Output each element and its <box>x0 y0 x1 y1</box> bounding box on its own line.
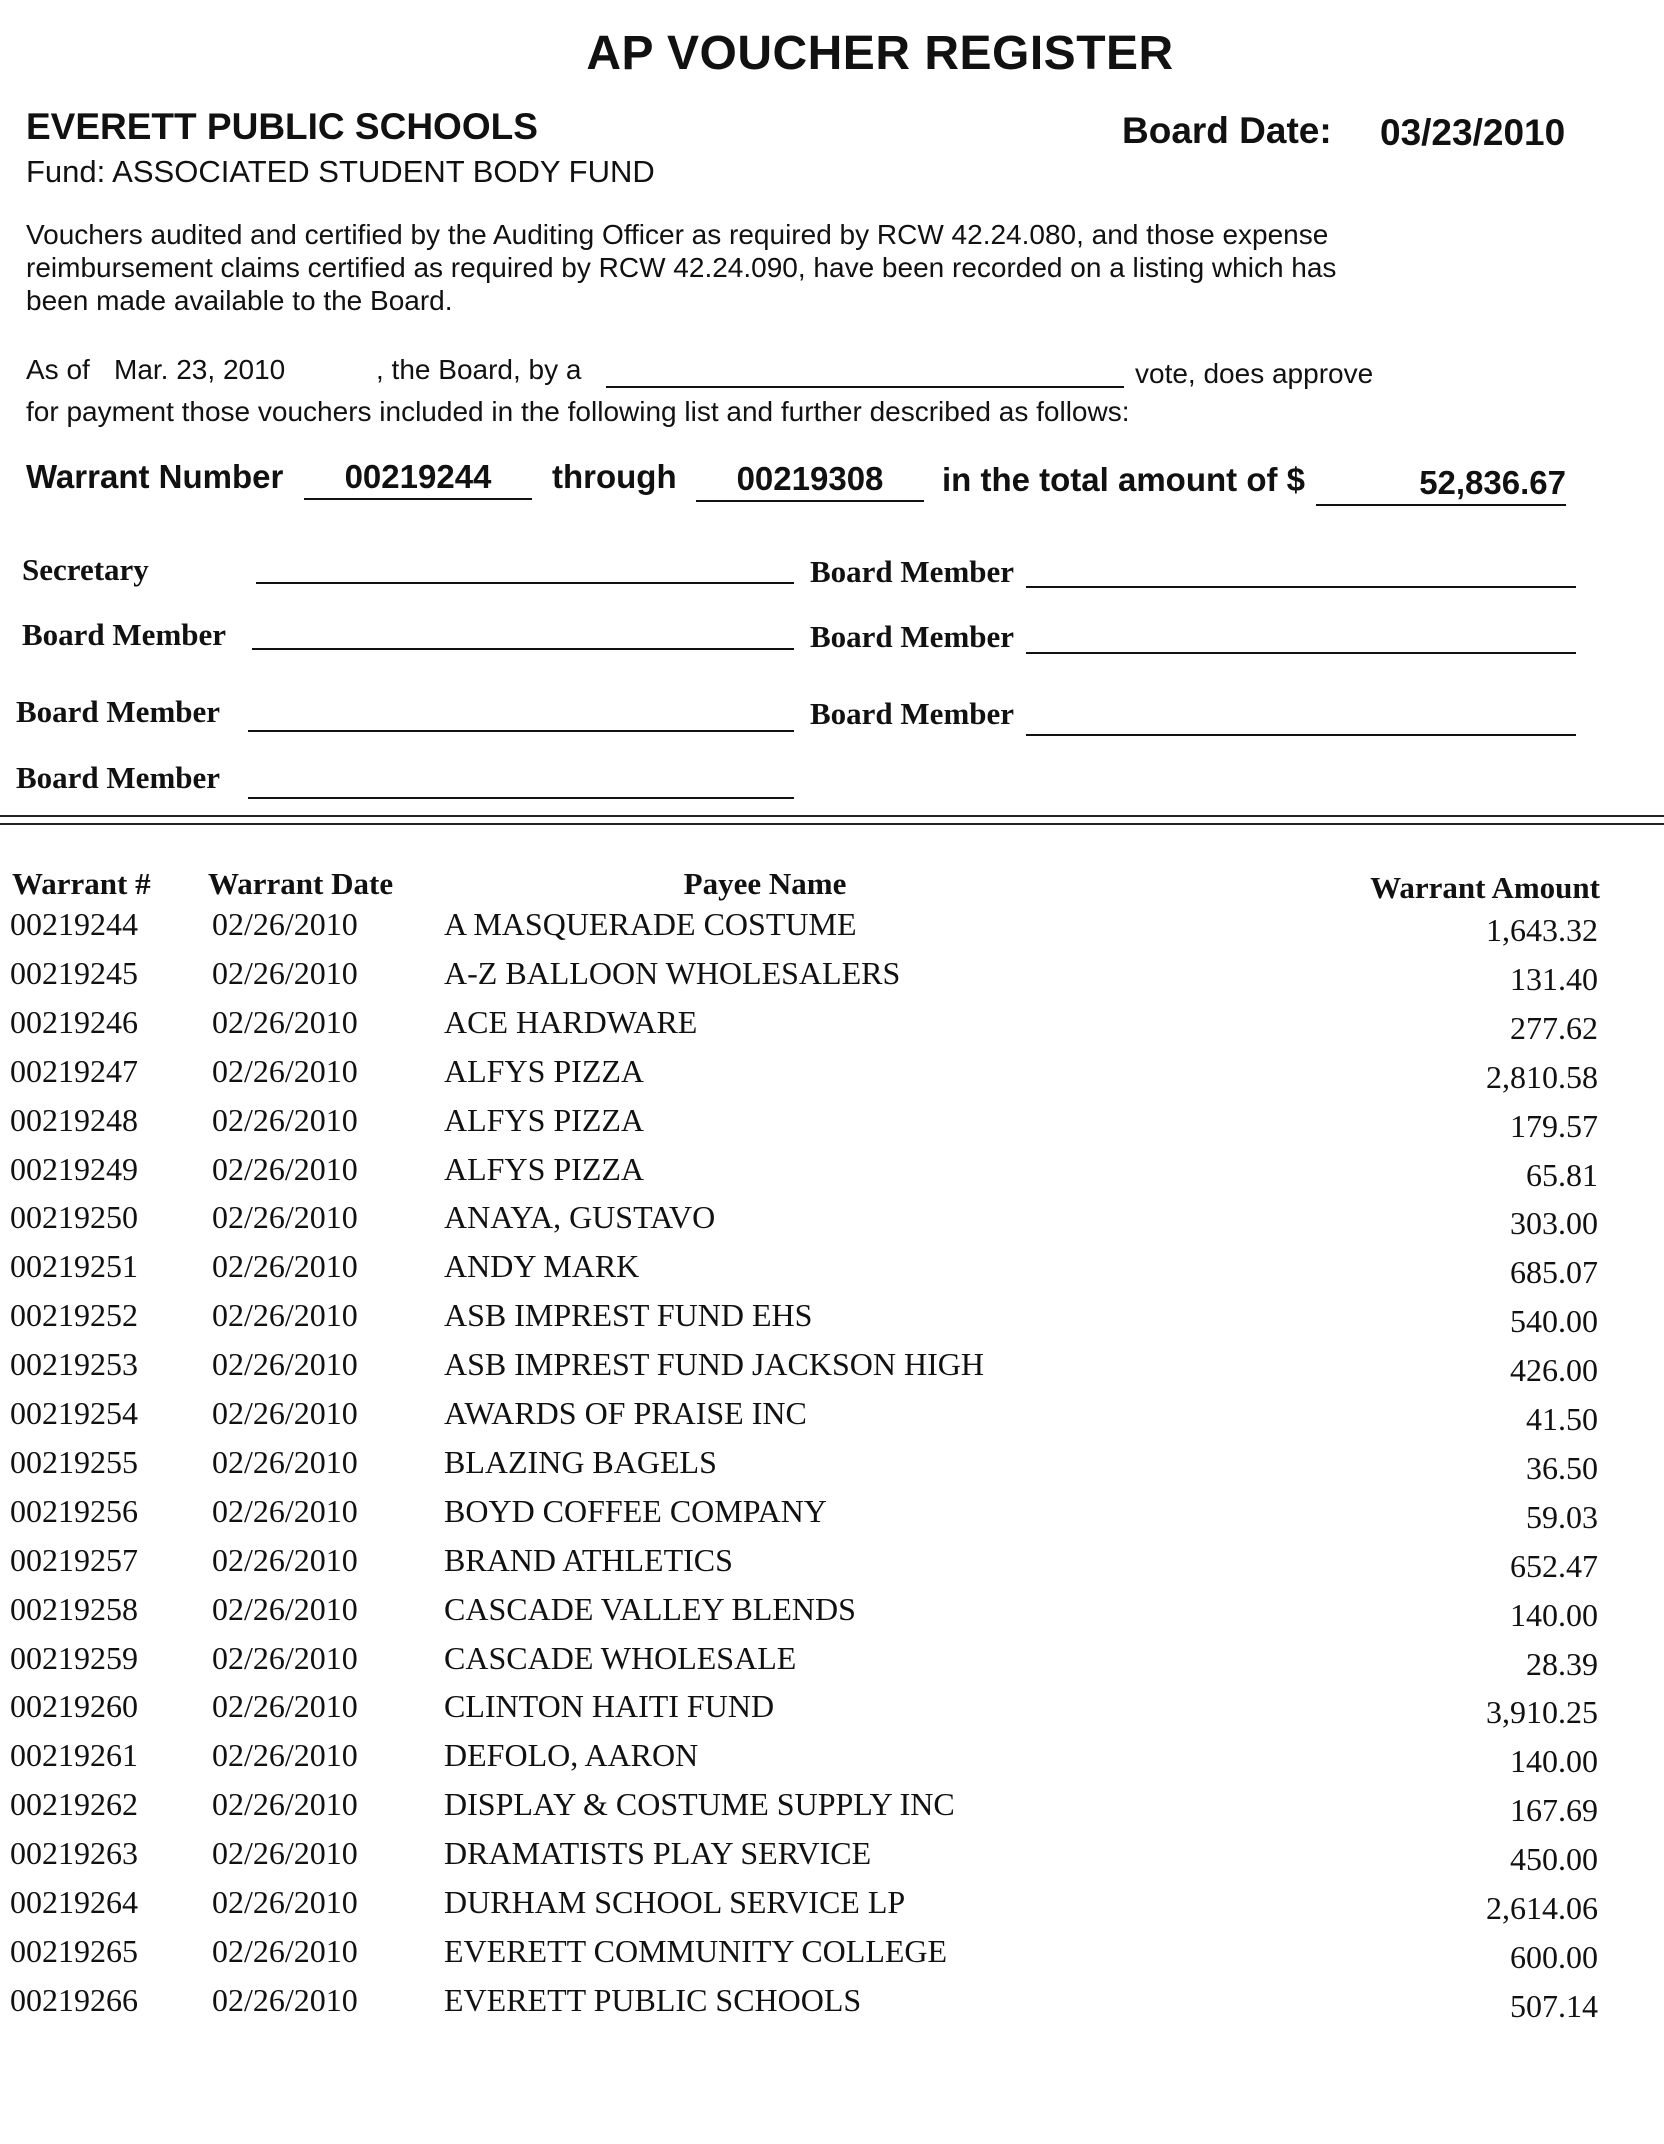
column-header-warrant-number: Warrant # <box>12 866 151 901</box>
payee-name-cell: BLAZING BAGELS <box>444 1444 717 1480</box>
warrant-date-cell: 02/26/2010 <box>212 1395 358 1431</box>
board-member-label: Board Member <box>16 694 221 729</box>
table-row <box>0 1395 1664 1439</box>
payee-name-cell: ACE HARDWARE <box>444 1004 698 1040</box>
warrant-amount-cell: 36.50 <box>1526 1450 1598 1486</box>
secretary-label: Secretary <box>22 552 149 587</box>
warrant-amount-cell: 652.47 <box>1510 1548 1598 1584</box>
warrant-number-cell: 00219258 <box>10 1591 138 1627</box>
table-row <box>0 1102 1664 1146</box>
warrant-date-cell: 02/26/2010 <box>212 1151 358 1187</box>
warrant-date-cell: 02/26/2010 <box>212 1835 358 1871</box>
warrant-date-cell: 02/26/2010 <box>212 1786 358 1822</box>
warrant-date-cell: 02/26/2010 <box>212 1199 358 1235</box>
fund-line: Fund: ASSOCIATED STUDENT BODY FUND <box>26 154 655 189</box>
table-row <box>0 1297 1664 1341</box>
payee-name-cell: ALFYS PIZZA <box>444 1151 645 1187</box>
warrant-amount-cell: 41.50 <box>1526 1401 1598 1437</box>
warrant-number-cell: 00219249 <box>10 1151 138 1187</box>
warrant-amount-cell: 600.00 <box>1510 1939 1598 1975</box>
warrant-from-number: 00219244 <box>304 458 532 500</box>
warrant-number-cell: 00219255 <box>10 1444 138 1480</box>
board-date-label: Board Date: <box>1122 110 1332 151</box>
warrant-date-cell: 02/26/2010 <box>212 1982 358 2018</box>
payee-name-cell: AWARDS OF PRAISE INC <box>444 1395 807 1431</box>
payee-name-cell: CASCADE WHOLESALE <box>444 1640 797 1676</box>
warrant-amount-cell: 277.62 <box>1510 1010 1598 1046</box>
warrant-number-cell: 00219265 <box>10 1933 138 1969</box>
total-amount-label: in the total amount of $ <box>942 461 1305 498</box>
warrant-number-cell: 00219256 <box>10 1493 138 1529</box>
board-member-label: Board Member <box>16 760 221 795</box>
board-date-value: 03/23/2010 <box>1380 112 1566 153</box>
table-row <box>0 1933 1664 1977</box>
warrant-amount-cell: 540.00 <box>1510 1303 1598 1339</box>
warrant-amount-cell: 507.14 <box>1510 1988 1598 2024</box>
payee-name-cell: ALFYS PIZZA <box>444 1102 645 1138</box>
warrant-date-cell: 02/26/2010 <box>212 1248 358 1284</box>
secretary-signature-line[interactable] <box>256 582 794 584</box>
warrant-amount-cell: 1,643.32 <box>1486 912 1598 948</box>
warrant-number-cell: 00219254 <box>10 1395 138 1431</box>
divider <box>0 823 1664 825</box>
table-row <box>0 1346 1664 1390</box>
warrant-date-cell: 02/26/2010 <box>212 1884 358 1920</box>
table-row <box>0 1884 1664 1928</box>
warrant-amount-cell: 167.69 <box>1510 1792 1598 1828</box>
warrant-number-cell: 00219257 <box>10 1542 138 1578</box>
warrant-number-cell: 00219259 <box>10 1640 138 1676</box>
warrant-amount-cell: 140.00 <box>1510 1743 1598 1779</box>
board-member-signature-line[interactable] <box>248 797 794 799</box>
table-row <box>0 1199 1664 1243</box>
payment-line: for payment those vouchers included in the following list and further described as follows: <box>26 396 1130 427</box>
through-label: through <box>552 458 677 495</box>
payee-name-cell: ALFYS PIZZA <box>444 1053 645 1089</box>
warrant-date-cell: 02/26/2010 <box>212 1688 358 1724</box>
payee-name-cell: DRAMATISTS PLAY SERVICE <box>444 1835 872 1871</box>
warrant-amount-cell: 59.03 <box>1526 1499 1598 1535</box>
payee-name-cell: ANDY MARK <box>444 1248 640 1284</box>
warrant-date-cell: 02/26/2010 <box>212 1493 358 1529</box>
column-header-warrant-date: Warrant Date <box>208 866 394 901</box>
payee-name-cell: ANAYA, GUSTAVO <box>444 1199 716 1235</box>
payee-name-cell: DURHAM SCHOOL SERVICE LP <box>444 1884 906 1920</box>
table-row <box>0 1591 1664 1635</box>
organization-name: EVERETT PUBLIC SCHOOLS <box>26 106 538 147</box>
warrant-date-cell: 02/26/2010 <box>212 955 358 991</box>
warrant-number-cell: 00219266 <box>10 1982 138 2018</box>
warrant-date-cell: 02/26/2010 <box>212 1297 358 1333</box>
table-row <box>0 1542 1664 1586</box>
warrant-amount-cell: 450.00 <box>1510 1841 1598 1877</box>
warrant-amount-cell: 685.07 <box>1510 1254 1598 1290</box>
warrant-number-cell: 00219247 <box>10 1053 138 1089</box>
payee-name-cell: ASB IMPREST FUND JACKSON HIGH <box>444 1346 984 1382</box>
warrant-number-cell: 00219260 <box>10 1688 138 1724</box>
warrant-date-cell: 02/26/2010 <box>212 1542 358 1578</box>
table-row <box>0 1248 1664 1292</box>
warrant-amount-cell: 303.00 <box>1510 1205 1598 1241</box>
vote-blank-line[interactable] <box>606 386 1124 388</box>
table-row <box>0 906 1664 950</box>
board-member-label: Board Member <box>810 554 1015 589</box>
column-header-payee-name: Payee Name <box>683 866 847 901</box>
warrant-number-cell: 00219245 <box>10 955 138 991</box>
board-member-label: Board Member <box>22 617 227 652</box>
board-member-signature-line[interactable] <box>1026 586 1576 588</box>
board-member-label: Board Member <box>810 619 1015 654</box>
warrant-amount-cell: 65.81 <box>1526 1157 1598 1193</box>
warrant-amount-cell: 2,810.58 <box>1486 1059 1598 1095</box>
warrant-amount-cell: 2,614.06 <box>1486 1890 1598 1926</box>
table-row <box>0 1835 1664 1879</box>
warrant-number-cell: 00219253 <box>10 1346 138 1382</box>
vote-text: vote, does approve <box>1135 358 1374 389</box>
warrant-date-cell: 02/26/2010 <box>212 906 358 942</box>
warrant-amount-cell: 28.39 <box>1526 1646 1598 1682</box>
board-member-signature-line[interactable] <box>248 730 794 732</box>
warrant-number-label: Warrant Number <box>26 458 284 495</box>
warrant-date-cell: 02/26/2010 <box>212 1737 358 1773</box>
payee-name-cell: EVERETT COMMUNITY COLLEGE <box>444 1933 948 1969</box>
warrant-number-cell: 00219250 <box>10 1199 138 1235</box>
warrant-amount-cell: 426.00 <box>1510 1352 1598 1388</box>
warrant-number-cell: 00219244 <box>10 906 138 942</box>
warrant-amount-cell: 140.00 <box>1510 1597 1598 1633</box>
board-by-text: , the Board, by a <box>376 354 582 385</box>
table-row <box>0 1151 1664 1195</box>
payee-name-cell: ASB IMPREST FUND EHS <box>444 1297 813 1333</box>
as-of-label: As of <box>26 354 90 385</box>
column-header-warrant-amount: Warrant Amount <box>1370 870 1600 905</box>
warrant-number-cell: 00219263 <box>10 1835 138 1871</box>
warrant-amount-cell: 179.57 <box>1510 1108 1598 1144</box>
table-row <box>0 1640 1664 1684</box>
warrant-date-cell: 02/26/2010 <box>212 1933 358 1969</box>
total-amount-value: 52,836.67 <box>1316 464 1566 506</box>
payee-name-cell: A-Z BALLOON WHOLESALERS <box>444 955 901 991</box>
table-row <box>0 1053 1664 1097</box>
certification-paragraph: Vouchers audited and certified by the Auditing Officer as required by RCW 42.24.080, and those expense reimbursement claims certified as required by RCW 42.24.090, have been recorded on a listing which has been made available to the Board. <box>26 219 1337 316</box>
page-title: AP VOUCHER REGISTER <box>586 27 1174 80</box>
payee-name-cell: DISPLAY & COSTUME SUPPLY INC <box>444 1786 955 1822</box>
table-row <box>0 1444 1664 1488</box>
warrant-number-cell: 00219264 <box>10 1884 138 1920</box>
table-row <box>0 1493 1664 1537</box>
payee-name-cell: BRAND ATHLETICS <box>444 1542 733 1578</box>
warrant-number-cell: 00219251 <box>10 1248 138 1284</box>
table-row <box>0 955 1664 999</box>
as-of-date: Mar. 23, 2010 <box>114 354 286 385</box>
payee-name-cell: DEFOLO, AARON <box>444 1737 699 1773</box>
payee-name-cell: EVERETT PUBLIC SCHOOLS <box>444 1982 862 2018</box>
table-row <box>0 1688 1664 1732</box>
warrant-to-number: 00219308 <box>696 460 924 502</box>
warrant-date-cell: 02/26/2010 <box>212 1346 358 1382</box>
warrant-amount-cell: 3,910.25 <box>1486 1694 1598 1730</box>
warrant-date-cell: 02/26/2010 <box>212 1640 358 1676</box>
board-member-label: Board Member <box>810 696 1015 731</box>
warrant-number-cell: 00219252 <box>10 1297 138 1333</box>
warrant-number-cell: 00219261 <box>10 1737 138 1773</box>
warrant-date-cell: 02/26/2010 <box>212 1004 358 1040</box>
board-member-signature-line[interactable] <box>1026 734 1576 736</box>
payee-name-cell: CLINTON HAITI FUND <box>444 1688 775 1724</box>
warrant-number-cell: 00219262 <box>10 1786 138 1822</box>
board-member-signature-line[interactable] <box>252 648 794 650</box>
table-row <box>0 1004 1664 1048</box>
table-row <box>0 1982 1664 2026</box>
warrant-date-cell: 02/26/2010 <box>212 1591 358 1627</box>
table-row <box>0 1786 1664 1830</box>
table-row <box>0 1737 1664 1781</box>
warrant-date-cell: 02/26/2010 <box>212 1444 358 1480</box>
board-member-signature-line[interactable] <box>1026 652 1576 654</box>
divider <box>0 815 1664 817</box>
warrant-date-cell: 02/26/2010 <box>212 1102 358 1138</box>
payee-name-cell: CASCADE VALLEY BLENDS <box>444 1591 856 1627</box>
payee-name-cell: BOYD COFFEE COMPANY <box>444 1493 827 1529</box>
warrant-number-cell: 00219246 <box>10 1004 138 1040</box>
warrant-number-cell: 00219248 <box>10 1102 138 1138</box>
warrant-date-cell: 02/26/2010 <box>212 1053 358 1089</box>
warrant-amount-cell: 131.40 <box>1510 961 1598 997</box>
payee-name-cell: A MASQUERADE COSTUME <box>444 906 857 942</box>
